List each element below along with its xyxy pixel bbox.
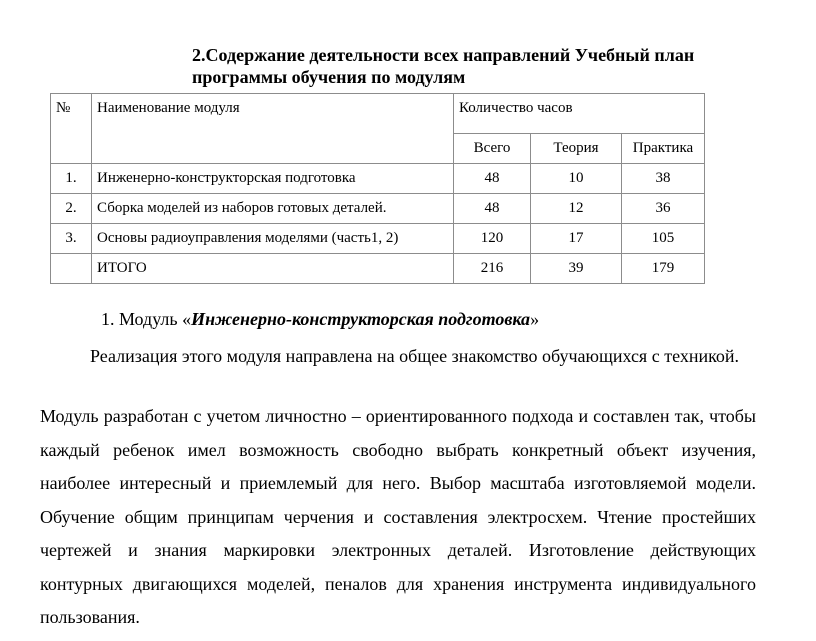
module-title-prefix: 1. Модуль « <box>101 309 192 329</box>
table-row <box>51 224 705 254</box>
table-header-row <box>51 94 705 134</box>
row-theory: 10 <box>531 164 622 194</box>
section-heading <box>192 44 792 88</box>
header-total: Всего <box>454 134 531 164</box>
row-total: 48 <box>454 194 531 224</box>
header-theory: Теория <box>531 134 622 164</box>
row-module-name: Сборка моделей из наборов готовых деталей. <box>92 194 454 224</box>
total-row-label: ИТОГО <box>92 254 454 284</box>
row-practice: 36 <box>622 194 705 224</box>
module-title-suffix: » <box>530 309 540 329</box>
total-row-number <box>51 254 92 284</box>
row-total: 120 <box>454 224 531 254</box>
table-row <box>51 194 705 224</box>
paragraph-description: Модуль разработан с учетом личностно – ориентированного подхода и составлен так, чтобы каждый ребенок имел возможность свободно выбрать конкретный объект изучения, наиболее интересный и приемлемый для него. Выбор масштаба изготовляемой модели. Обучение общим принципам черчения и составления электросхем. Чтение простейших чертежей и знания маркировки электронных деталей. Изготовление действующих контурных двигающихся моделей, пеналов для хранения инструмента индивидуального пользования. <box>40 406 756 627</box>
header-module-name: Наименование модуля <box>92 94 454 164</box>
section-heading-line-2: программы обучения по модулям <box>192 67 466 87</box>
row-module-name: Основы радиоуправления моделями (часть1, 2) <box>92 224 454 254</box>
row-module-name: Инженерно-конструкторская подготовка <box>92 164 454 194</box>
table-row <box>51 164 705 194</box>
row-number: 1. <box>51 164 92 194</box>
module-title-name: Инженерно-конструкторская подготовка <box>191 309 531 329</box>
row-theory: 17 <box>531 224 622 254</box>
row-number: 3. <box>51 224 92 254</box>
table-total-row <box>51 254 705 284</box>
header-number: № <box>51 94 92 164</box>
curriculum-table <box>50 93 705 284</box>
row-theory: 12 <box>531 194 622 224</box>
paragraph-intro: Реализация этого модуля направлена на общее знакомство обучающихся с техникой. <box>90 346 740 366</box>
module-title <box>101 307 539 331</box>
row-number: 2. <box>51 194 92 224</box>
row-total: 48 <box>454 164 531 194</box>
header-hours: Количество часов <box>454 94 705 134</box>
row-practice: 38 <box>622 164 705 194</box>
row-practice: 105 <box>622 224 705 254</box>
total-row-theory: 39 <box>531 254 622 284</box>
total-row-total: 216 <box>454 254 531 284</box>
header-practice: Практика <box>622 134 705 164</box>
section-heading-line-1: 2.Содержание деятельности всех направлений Учебный план <box>192 45 695 65</box>
total-row-practice: 179 <box>622 254 705 284</box>
